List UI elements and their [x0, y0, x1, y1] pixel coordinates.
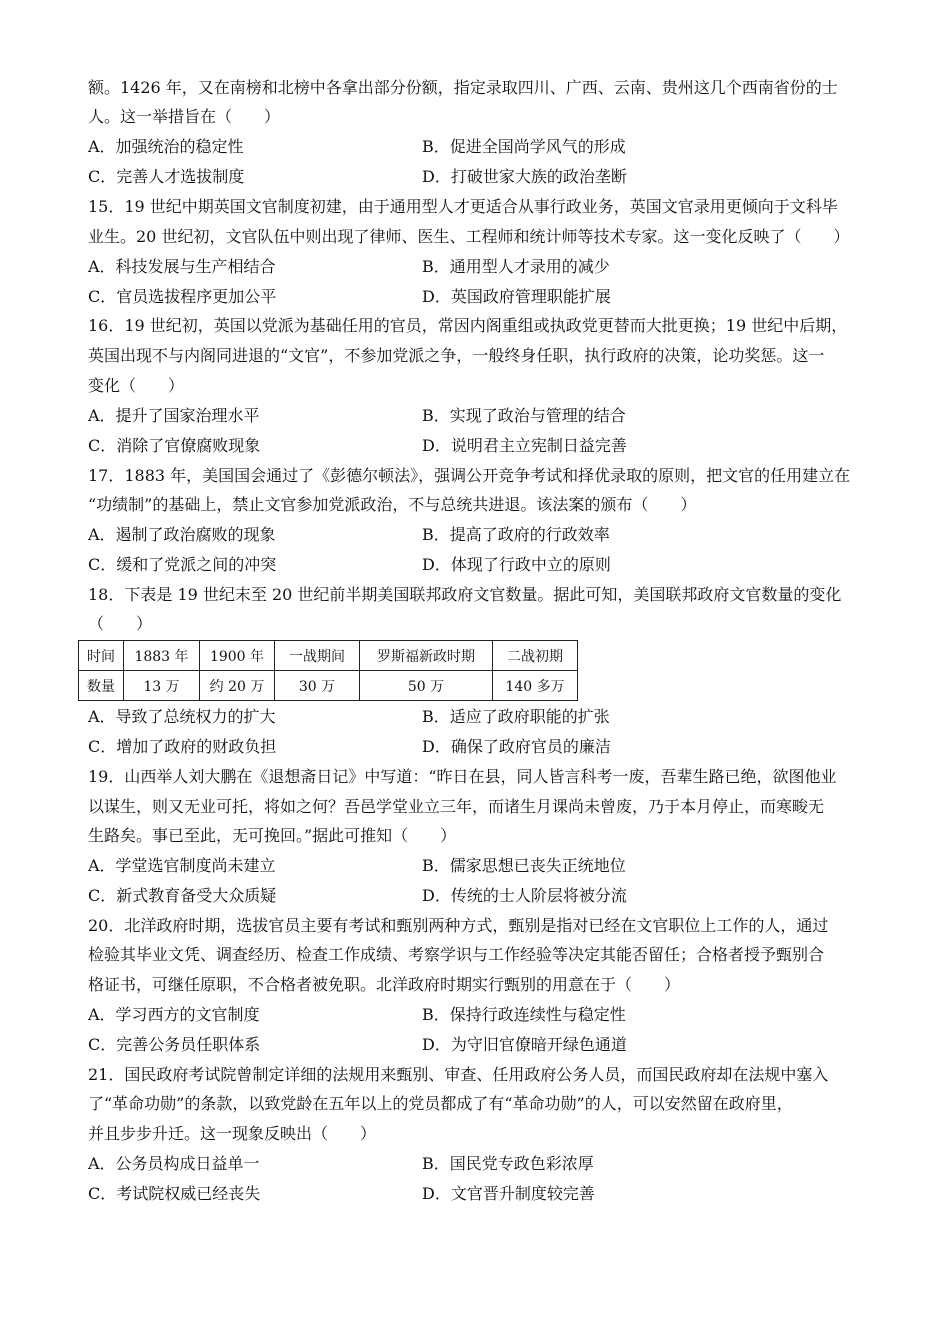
q20-option-a[interactable]: A．学习西方的文官制度 — [88, 1005, 260, 1024]
q19-option-b[interactable]: B．儒家思想已丧失正统地位 — [422, 856, 626, 875]
q20-line-2: 检验其毕业文凭、调查经历、检查工作成绩、考察学识与工作经验等决定其能否留任；合格者授予甄别合 — [88, 945, 825, 964]
q17-line-2: “功绩制”的基础上，禁止文官参加党派政治，不与总统共进退。该法案的颁布（ ） — [88, 495, 697, 514]
table-cell: 一战期间 — [275, 641, 360, 671]
q16-line-1: 16．19 世纪初，英国以党派为基础任用的官员，常因内阁重组或执政党更替而大批更换；19 世纪中后期， — [88, 316, 848, 335]
q18-option-a[interactable]: A．导致了总统权力的扩大 — [88, 707, 276, 726]
q18-option-c[interactable]: C．增加了政府的财政负担 — [88, 737, 277, 756]
q14-option-d[interactable]: D．打破世家大族的政治垄断 — [422, 167, 627, 186]
q21-option-b[interactable]: B．国民党专政色彩浓厚 — [422, 1154, 594, 1173]
q20-option-d[interactable]: D．为守旧官僚暗开绿色通道 — [422, 1035, 627, 1054]
q21-option-a[interactable]: A．公务员构成日益单一 — [88, 1154, 260, 1173]
q18-line-1: 18．下表是 19 世纪末至 20 世纪前半期美国联邦政府文官数量。据此可知，美国联邦政府文官数量的变化 — [88, 585, 842, 604]
q18-option-b[interactable]: B．适应了政府职能的扩张 — [422, 707, 610, 726]
q14-option-c[interactable]: C．完善人才选拔制度 — [88, 167, 245, 186]
table-header-row — [79, 641, 578, 671]
q14-option-a[interactable]: A．加强统治的稳定性 — [88, 137, 244, 156]
q17-option-c[interactable]: C．缓和了党派之间的冲突 — [88, 555, 277, 574]
q19-option-a[interactable]: A．学堂选官制度尚未建立 — [88, 856, 276, 875]
q21-line-1: 21．国民政府考试院曾制定详细的法规用来甄别、审查、任用政府公务人员，而国民政府却在法规中塞入 — [88, 1065, 829, 1084]
q15-option-d[interactable]: D．英国政府管理职能扩展 — [422, 287, 611, 306]
q16-line-2: 英国出现不与内阁同进退的“文官”，不参加党派之争，一般终身任职，执行政府的决策，论功奖惩。这一 — [88, 346, 825, 365]
table-cell: 1900 年 — [200, 641, 275, 671]
q16-option-c[interactable]: C．消除了官僚腐败现象 — [88, 436, 261, 455]
q15-option-b[interactable]: B．通用型人才录用的减少 — [422, 257, 610, 276]
q16-option-b[interactable]: B．实现了政治与管理的结合 — [422, 406, 626, 425]
q14-line-2: 人。这一举措旨在（ ） — [88, 107, 281, 126]
q21-line-3: 并且步步升迁。这一现象反映出（ ） — [88, 1124, 377, 1143]
q18-line-2: （ ） — [88, 614, 153, 633]
table-row — [79, 671, 578, 701]
table-cell: 50 万 — [360, 671, 493, 701]
table-cell: 140 多万 — [493, 671, 578, 701]
q21-option-d[interactable]: D．文官晋升制度较完善 — [422, 1184, 595, 1203]
q15-option-a[interactable]: A．科技发展与生产相结合 — [88, 257, 276, 276]
table-cell: 13 万 — [124, 671, 200, 701]
table-cell: 二战初期 — [493, 641, 578, 671]
q19-line-1: 19．山西举人刘大鹏在《退想斋日记》中写道：“昨日在县，同人皆言科考一废，吾辈生路已绝，欲图他业 — [88, 767, 837, 786]
q21-option-c[interactable]: C．考试院权威已经丧失 — [88, 1184, 261, 1203]
q16-option-a[interactable]: A．提升了国家治理水平 — [88, 406, 260, 425]
q17-option-a[interactable]: A．遏制了政治腐败的现象 — [88, 525, 276, 544]
q20-line-1: 20．北洋政府时期，选拔官员主要有考试和甄别两种方式，甄别是指对已经在文官职位上工作的人，通过 — [88, 916, 829, 935]
q14-line-1: 额。1426 年，又在南榜和北榜中各拿出部分份额，指定录取四川、广西、云南、贵州这几个西南省份的士 — [88, 78, 838, 97]
q14-option-b[interactable]: B．促进全国尚学风气的形成 — [422, 137, 626, 156]
civil-servant-table — [78, 640, 578, 701]
q19-option-c[interactable]: C．新式教育备受大众质疑 — [88, 886, 277, 905]
table-cell: 时间 — [79, 641, 124, 671]
table-cell: 数量 — [79, 671, 124, 701]
q16-line-3: 变化（ ） — [88, 376, 185, 395]
q15-line-2: 业生。20 世纪初，文官队伍中则出现了律师、医生、工程师和统计师等技术专家。这一变化反映了（ ） — [88, 227, 850, 246]
q17-option-d[interactable]: D．体现了行政中立的原则 — [422, 555, 611, 574]
q19-line-2: 以谋生，则又无业可托，将如之何？吾邑学堂业立三年，而诸生月课尚未曾废，乃于本月停止，而寒畯无 — [88, 797, 825, 816]
q19-line-3: 生路矣。事已至此，无可挽回。”据此可推知（ ） — [88, 826, 457, 845]
q21-line-2: 了“革命功勋”的条款，以致党龄在五年以上的党员都成了有“革命功勋”的人，可以安然留在政府里， — [88, 1094, 793, 1113]
table-cell: 约 20 万 — [200, 671, 275, 701]
q15-option-c[interactable]: C．官员选拔程序更加公平 — [88, 287, 277, 306]
table-cell: 罗斯福新政时期 — [360, 641, 493, 671]
q18-option-d[interactable]: D．确保了政府官员的廉洁 — [422, 737, 611, 756]
q20-line-3: 格证书，可继任原职，不合格者被免职。北洋政府时期实行甄别的用意在于（ ） — [88, 975, 681, 994]
q16-option-d[interactable]: D．说明君主立宪制日益完善 — [422, 436, 627, 455]
table-cell: 30 万 — [275, 671, 360, 701]
q17-line-1: 17．1883 年，美国国会通过了《彭德尔顿法》，强调公开竞争考试和择优录取的原则，把文官的任用建立在 — [88, 466, 851, 485]
q15-line-1: 15．19 世纪中期英国文官制度初建，由于通用型人才更适合从事行政业务，英国文官录用更倾向于文科毕 — [88, 197, 838, 216]
table-cell: 1883 年 — [124, 641, 200, 671]
q17-option-b[interactable]: B．提高了政府的行政效率 — [422, 525, 610, 544]
q20-option-c[interactable]: C．完善公务员任职体系 — [88, 1035, 261, 1054]
q20-option-b[interactable]: B．保持行政连续性与稳定性 — [422, 1005, 626, 1024]
q19-option-d[interactable]: D．传统的士人阶层将被分流 — [422, 886, 627, 905]
